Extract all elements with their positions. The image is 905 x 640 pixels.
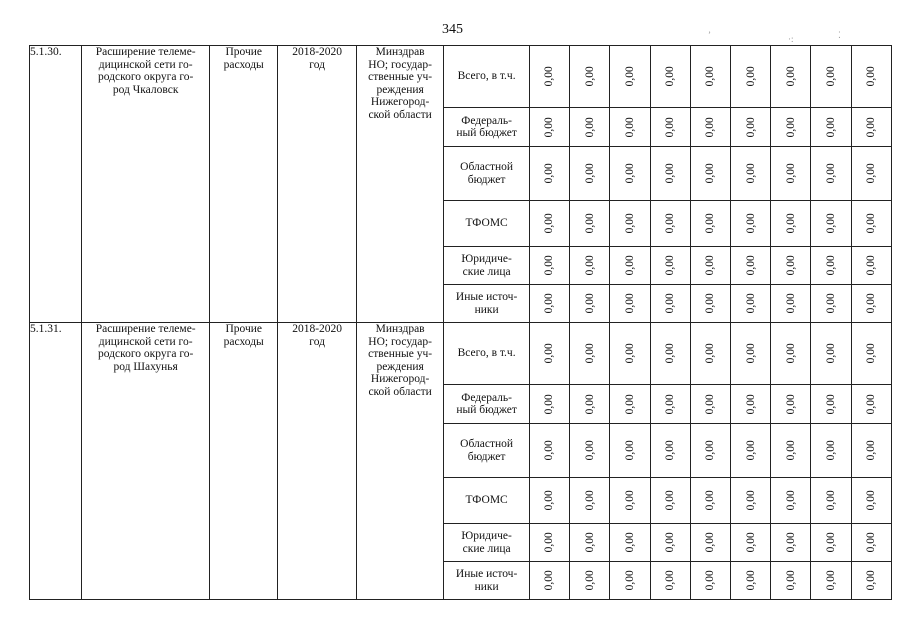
value-cell (529, 323, 569, 385)
value-cell (650, 385, 690, 424)
value-text: 0,00 (865, 532, 878, 553)
value-text: 0,00 (623, 255, 636, 276)
value-cell (730, 247, 770, 285)
value-text: 0,00 (583, 116, 596, 138)
value-cell (771, 108, 811, 147)
value-cell (610, 424, 650, 478)
scan-speck: ⁚ (838, 30, 841, 40)
value-text: 0,00 (623, 393, 636, 415)
value-cell (650, 562, 690, 600)
executor: Минздрав НО; государ- ственные уч- реждения Нижегород- ской области (356, 323, 444, 600)
value-text: 0,00 (623, 440, 636, 461)
value-text: 0,00 (543, 440, 556, 461)
value-cell (690, 478, 730, 524)
value-text: 0,00 (543, 393, 556, 415)
value-text: 0,00 (824, 163, 837, 184)
value-text: 0,00 (543, 66, 556, 87)
value-cell (811, 108, 851, 147)
value-text: 0,00 (623, 570, 636, 591)
funding-source: Всего, в т.ч. (444, 46, 529, 108)
value-text: 0,00 (744, 440, 757, 461)
value-text: 0,00 (663, 490, 676, 511)
value-text: 0,00 (784, 255, 797, 276)
value-cell (811, 562, 851, 600)
value-cell (690, 524, 730, 562)
value-cell (529, 524, 569, 562)
value-text: 0,00 (543, 532, 556, 553)
value-cell (851, 108, 891, 147)
value-text: 0,00 (583, 163, 596, 184)
period: 2018-2020 год (278, 46, 356, 323)
value-text: 0,00 (744, 163, 757, 184)
value-cell (570, 201, 610, 247)
value-cell (851, 247, 891, 285)
value-cell (811, 385, 851, 424)
value-text: 0,00 (824, 490, 837, 511)
scan-speck: ʼ (708, 30, 711, 40)
value-cell (690, 147, 730, 201)
value-cell (650, 247, 690, 285)
value-text: 0,00 (824, 255, 837, 276)
value-cell (650, 524, 690, 562)
value-text: 0,00 (704, 213, 717, 234)
value-text: 0,00 (663, 532, 676, 553)
value-cell (570, 478, 610, 524)
value-text: 0,00 (704, 532, 717, 553)
value-cell (570, 46, 610, 108)
value-text: 0,00 (784, 116, 797, 138)
value-cell (811, 147, 851, 201)
value-cell (529, 147, 569, 201)
value-cell (529, 385, 569, 424)
value-text: 0,00 (865, 116, 878, 138)
value-cell (771, 323, 811, 385)
value-cell (650, 478, 690, 524)
value-cell (529, 247, 569, 285)
value-text: 0,00 (663, 293, 676, 314)
value-text: 0,00 (824, 66, 837, 87)
value-cell (529, 285, 569, 323)
item-name: Расширение телеме- дицинской сети го- родского округа го- род Чкаловск (82, 46, 210, 323)
value-cell (610, 562, 650, 600)
value-text: 0,00 (824, 213, 837, 234)
value-text: 0,00 (623, 213, 636, 234)
value-text: 0,00 (865, 393, 878, 415)
value-text: 0,00 (865, 163, 878, 184)
value-cell (529, 46, 569, 108)
value-text: 0,00 (744, 213, 757, 234)
value-text: 0,00 (744, 393, 757, 415)
value-cell (690, 285, 730, 323)
value-cell (570, 323, 610, 385)
value-text: 0,00 (704, 440, 717, 461)
value-cell (690, 108, 730, 147)
value-cell (811, 247, 851, 285)
value-text: 0,00 (744, 293, 757, 314)
value-text: 0,00 (704, 293, 717, 314)
value-cell (730, 46, 770, 108)
value-cell (811, 201, 851, 247)
value-cell (811, 424, 851, 478)
value-text: 0,00 (663, 213, 676, 234)
funding-source: Юридиче- ские лица (444, 247, 529, 285)
value-cell (529, 478, 569, 524)
value-text: 0,00 (623, 66, 636, 87)
item-name: Расширение телеме- дицинской сети го- родского округа го- род Шахунья (82, 323, 210, 600)
value-text: 0,00 (865, 66, 878, 87)
budget-table (29, 45, 892, 600)
value-text: 0,00 (704, 66, 717, 87)
value-text: 0,00 (583, 343, 596, 364)
value-cell (730, 385, 770, 424)
value-cell (610, 247, 650, 285)
value-text: 0,00 (824, 393, 837, 415)
value-cell (851, 478, 891, 524)
funding-source: Иные источ- ники (444, 562, 529, 600)
value-cell (650, 147, 690, 201)
value-text: 0,00 (704, 163, 717, 184)
value-cell (771, 201, 811, 247)
value-cell (690, 385, 730, 424)
value-cell (730, 201, 770, 247)
funding-source: ТФОМС (444, 478, 529, 524)
value-cell (690, 46, 730, 108)
value-text: 0,00 (623, 343, 636, 364)
table-row (30, 323, 892, 385)
value-cell (610, 478, 650, 524)
value-text: 0,00 (583, 490, 596, 511)
value-cell (851, 46, 891, 108)
value-text: 0,00 (543, 343, 556, 364)
value-cell (730, 285, 770, 323)
value-text: 0,00 (583, 293, 596, 314)
value-cell (811, 478, 851, 524)
value-cell (690, 323, 730, 385)
value-text: 0,00 (784, 570, 797, 591)
value-text: 0,00 (704, 116, 717, 138)
page-number: 345 (442, 22, 463, 37)
value-text: 0,00 (623, 293, 636, 314)
value-cell (851, 147, 891, 201)
value-text: 0,00 (704, 393, 717, 415)
value-cell (851, 385, 891, 424)
value-cell (771, 424, 811, 478)
value-text: 0,00 (704, 255, 717, 276)
value-cell (771, 524, 811, 562)
value-cell (650, 46, 690, 108)
value-text: 0,00 (704, 343, 717, 364)
value-cell (570, 385, 610, 424)
value-cell (650, 108, 690, 147)
value-text: 0,00 (623, 490, 636, 511)
value-text: 0,00 (865, 293, 878, 314)
value-text: 0,00 (784, 440, 797, 461)
value-text: 0,00 (744, 343, 757, 364)
value-text: 0,00 (865, 213, 878, 234)
value-text: 0,00 (623, 116, 636, 138)
table-row (30, 46, 892, 108)
value-text: 0,00 (543, 163, 556, 184)
value-text: 0,00 (865, 490, 878, 511)
value-text: 0,00 (784, 343, 797, 364)
period: 2018-2020 год (278, 323, 356, 600)
value-cell (851, 562, 891, 600)
item-number: 5.1.31. (30, 323, 82, 600)
value-text: 0,00 (543, 255, 556, 276)
value-text: 0,00 (543, 490, 556, 511)
value-cell (730, 478, 770, 524)
value-cell (570, 247, 610, 285)
value-cell (690, 247, 730, 285)
funding-source: Всего, в т.ч. (444, 323, 529, 385)
value-text: 0,00 (824, 343, 837, 364)
value-text: 0,00 (663, 440, 676, 461)
value-cell (610, 147, 650, 201)
value-text: 0,00 (663, 255, 676, 276)
value-cell (771, 478, 811, 524)
value-cell (610, 46, 650, 108)
value-cell (771, 285, 811, 323)
value-text: 0,00 (824, 116, 837, 138)
value-cell (690, 424, 730, 478)
executor: Минздрав НО; государ- ственные уч- реждения Нижегород- ской области (356, 46, 444, 323)
value-cell (650, 201, 690, 247)
funding-source: Областной бюджет (444, 424, 529, 478)
value-text: 0,00 (704, 490, 717, 511)
value-cell (529, 562, 569, 600)
value-cell (730, 562, 770, 600)
value-text: 0,00 (824, 293, 837, 314)
value-text: 0,00 (784, 213, 797, 234)
value-cell (851, 424, 891, 478)
value-cell (570, 147, 610, 201)
value-text: 0,00 (543, 116, 556, 138)
value-cell (610, 385, 650, 424)
value-text: 0,00 (784, 66, 797, 87)
value-cell (610, 108, 650, 147)
item-number: 5.1.30. (30, 46, 82, 323)
value-cell (771, 247, 811, 285)
value-text: 0,00 (744, 66, 757, 87)
value-cell (851, 323, 891, 385)
value-text: 0,00 (663, 393, 676, 415)
value-cell (771, 147, 811, 201)
value-text: 0,00 (744, 255, 757, 276)
funding-source: Иные источ- ники (444, 285, 529, 323)
value-text: 0,00 (824, 570, 837, 591)
value-cell (811, 524, 851, 562)
value-cell (610, 524, 650, 562)
value-cell (771, 385, 811, 424)
value-cell (570, 562, 610, 600)
value-cell (811, 46, 851, 108)
funding-source: Федераль- ный бюджет (444, 108, 529, 147)
value-text: 0,00 (784, 490, 797, 511)
value-cell (610, 323, 650, 385)
value-cell (529, 424, 569, 478)
value-text: 0,00 (663, 116, 676, 138)
value-text: 0,00 (744, 490, 757, 511)
value-cell (650, 323, 690, 385)
value-text: 0,00 (865, 570, 878, 591)
value-text: 0,00 (583, 66, 596, 87)
value-text: 0,00 (583, 255, 596, 276)
value-text: 0,00 (583, 213, 596, 234)
value-text: 0,00 (663, 66, 676, 87)
value-cell (851, 285, 891, 323)
expense-type: Прочие расходы (210, 323, 278, 600)
value-text: 0,00 (865, 343, 878, 364)
value-text: 0,00 (744, 116, 757, 138)
value-text: 0,00 (663, 163, 676, 184)
value-text: 0,00 (543, 213, 556, 234)
value-cell (650, 285, 690, 323)
value-text: 0,00 (663, 570, 676, 591)
funding-source: Федераль- ный бюджет (444, 385, 529, 424)
value-cell (730, 424, 770, 478)
value-text: 0,00 (784, 532, 797, 553)
value-text: 0,00 (865, 255, 878, 276)
value-cell (811, 285, 851, 323)
value-text: 0,00 (784, 293, 797, 314)
value-text: 0,00 (744, 570, 757, 591)
value-cell (690, 562, 730, 600)
value-cell (851, 201, 891, 247)
value-cell (529, 201, 569, 247)
value-text: 0,00 (583, 570, 596, 591)
value-cell (570, 524, 610, 562)
value-text: 0,00 (784, 163, 797, 184)
value-text: 0,00 (784, 393, 797, 415)
value-cell (650, 424, 690, 478)
funding-source: Областной бюджет (444, 147, 529, 201)
value-text: 0,00 (583, 440, 596, 461)
value-text: 0,00 (744, 532, 757, 553)
value-text: 0,00 (583, 393, 596, 415)
value-cell (730, 108, 770, 147)
value-cell (610, 201, 650, 247)
value-text: 0,00 (543, 570, 556, 591)
expense-type: Прочие расходы (210, 46, 278, 323)
value-cell (730, 323, 770, 385)
value-text: 0,00 (663, 343, 676, 364)
value-cell (730, 147, 770, 201)
value-cell (570, 285, 610, 323)
value-text: 0,00 (865, 440, 878, 461)
value-cell (610, 285, 650, 323)
value-cell (570, 424, 610, 478)
value-text: 0,00 (623, 163, 636, 184)
value-cell (529, 108, 569, 147)
scan-speck: ·: (788, 34, 794, 44)
value-text: 0,00 (704, 570, 717, 591)
value-cell (811, 323, 851, 385)
value-text: 0,00 (543, 293, 556, 314)
value-text: 0,00 (824, 532, 837, 553)
value-cell (730, 524, 770, 562)
funding-source: ТФОМС (444, 201, 529, 247)
value-cell (771, 562, 811, 600)
value-cell (851, 524, 891, 562)
value-cell (690, 201, 730, 247)
value-cell (771, 46, 811, 108)
value-text: 0,00 (583, 532, 596, 553)
funding-source: Юридиче- ские лица (444, 524, 529, 562)
value-text: 0,00 (824, 440, 837, 461)
value-text: 0,00 (623, 532, 636, 553)
value-cell (570, 108, 610, 147)
